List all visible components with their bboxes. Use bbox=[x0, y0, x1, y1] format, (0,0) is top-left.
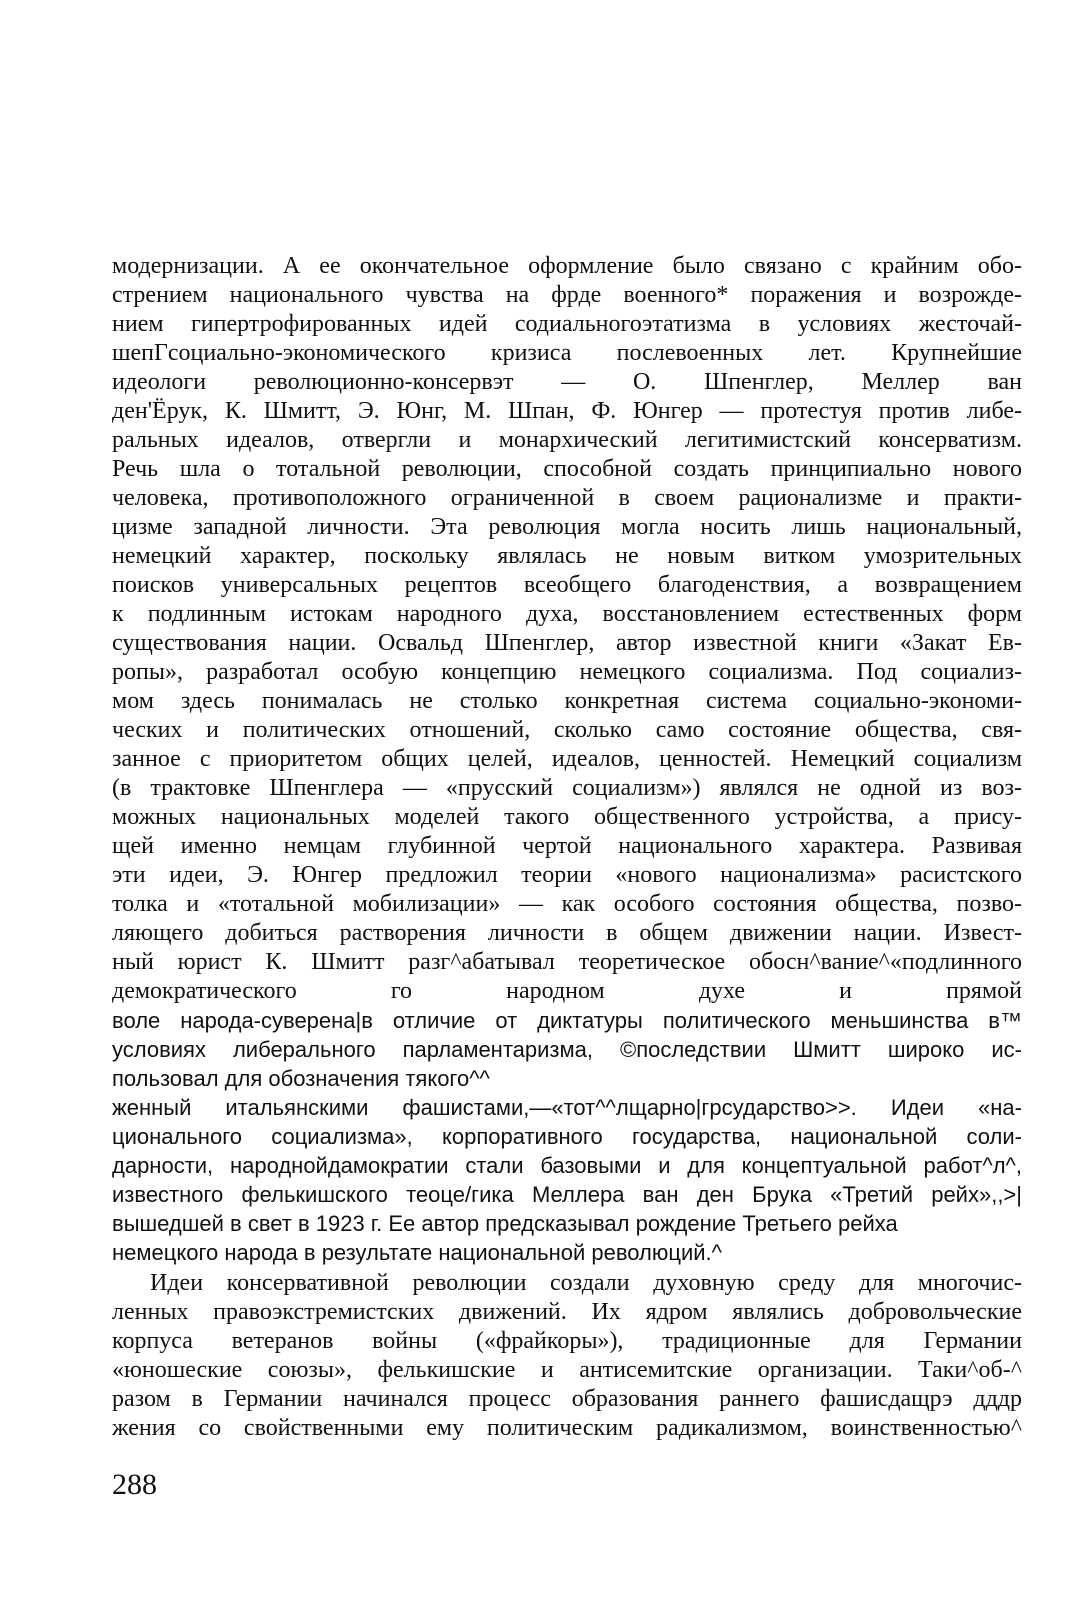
text-line: стрением национального чувства на фрде военного* поражения и возрожде- bbox=[112, 282, 1022, 308]
text-line: женный итальянскими фашистами,—«тот^^лщарно|грсударство>>. Идеи «на- bbox=[112, 1095, 1022, 1120]
text-line: существования нации. Освальд Шпенглер, автор известной книги «Закат Ев- bbox=[112, 630, 1022, 656]
text-line: поисков универсальных рецептов всеобщего благоденствия, а возвращением bbox=[112, 572, 1022, 598]
text-line: ральных идеалов, отвергли и монархический легитимистский консерватизм. bbox=[112, 427, 1022, 453]
text-line: жения со свойственными ему политическим радикализмом, воинственностью^ bbox=[112, 1415, 1022, 1441]
text-line: ный юрист К. Шмитт разг^абатывал теоретическое обосн^вание^«подлинного bbox=[112, 949, 1022, 975]
text-line: модернизации. А ее окончательное оформление было связано с крайним обо- bbox=[112, 253, 1022, 279]
text-line: известного фелькишского теоце/гика Меллера ван ден Брука «Третий рейх»,,>| bbox=[112, 1182, 1022, 1207]
text-line: можных национальных моделей такого общественного устройства, а прису- bbox=[112, 804, 1022, 830]
text-line: демократического го народном духе и прямой bbox=[112, 978, 1022, 1004]
text-line: немецкого народа в результате национальной революций.^ bbox=[112, 1240, 722, 1265]
text-line: к подлинным истокам народного духа, восстановлением естественных форм bbox=[112, 601, 1022, 627]
text-line: разом в Германии начинался процесс образования раннего фашисдащрэ дддр bbox=[112, 1386, 1022, 1412]
text-line: мом здесь понималась не столько конкретная система социально-экономи- bbox=[112, 688, 1022, 714]
text-line: немецкий характер, поскольку являлась не новым витком умозрительных bbox=[112, 543, 1022, 569]
text-line: шепГсоциально-экономического кризиса послевоенных лет. Крупнейшие bbox=[112, 340, 1022, 366]
text-line: ческих и политических отношений, сколько само состояние общества, свя- bbox=[112, 717, 1022, 743]
text-line: ционального социализма», корпоративного государства, национальной соли- bbox=[112, 1124, 1022, 1149]
text-line: корпуса ветеранов войны («фрайкоры»), традиционные для Германии bbox=[112, 1328, 1022, 1354]
text-line: цизме западной личности. Эта революция могла носить лишь национальный, bbox=[112, 514, 1022, 540]
text-line: нием гипертрофированных идей содиальногоэтатизма в условиях жесточай- bbox=[112, 311, 1022, 337]
text-line: условиях либерального парламентаризма, ©последствии Шмитт широко ис- bbox=[112, 1037, 1022, 1062]
text-line: вышедшей в свет в 1923 г. Ее автор предсказывал рождение Третьего рейха bbox=[112, 1211, 898, 1236]
text-line: Речь шла о тотальной революции, способной создать принципиально нового bbox=[112, 456, 1022, 482]
text-line: ленных правоэкстремистских движений. Их ядром являлись добровольческие bbox=[112, 1299, 1022, 1325]
text-line: толка и «тотальной мобилизации» — как особого состояния общества, позво- bbox=[112, 891, 1022, 917]
text-line: идеологи революционно-консервэт — О. Шпенглер, Меллер ван bbox=[112, 369, 1022, 395]
text-line: ропы», разработал особую концепцию немецкого социализма. Под социализ- bbox=[112, 659, 1022, 685]
text-line: занное с приоритетом общих целей, идеалов, ценностей. Немецкий социализм bbox=[112, 746, 1022, 772]
text-line: ляющего добиться растворения личности в общем движении нации. Извест- bbox=[112, 920, 1022, 946]
text-line: эти идеи, Э. Юнгер предложил теории «нового национализма» расистского bbox=[112, 862, 1022, 888]
page-number: 288 bbox=[112, 1468, 157, 1501]
text-line: человека, противоположного ограниченной в своем рационализме и практи- bbox=[112, 485, 1022, 511]
text-line: пользовал для обозначения тякого^^ bbox=[112, 1066, 490, 1091]
text-line: (в трактовке Шпенглера — «прусский социализм») являлся не одной из воз- bbox=[112, 775, 1022, 801]
text-line: «юношеские союзы», фелькишские и антисемитские организации. Таки^об-^ bbox=[112, 1357, 1022, 1383]
paragraph-first-line: Идеи консервативной революции создали духовную среду для многочис- bbox=[150, 1270, 1022, 1296]
text-line: дарности, народнойдамократии стали базовыми и для концептуальной работ^л^, bbox=[112, 1153, 1022, 1178]
text-line: ден'Ёрук, К. Шмитт, Э. Юнг, М. Шпан, Ф. Юнгер — протестуя против либе- bbox=[112, 398, 1022, 424]
text-line: воле народа-суверена|в отличие от диктатуры политического меньшинства в™ bbox=[112, 1008, 1022, 1033]
text-line: щей именно немцам глубинной чертой национального характера. Развивая bbox=[112, 833, 1022, 859]
